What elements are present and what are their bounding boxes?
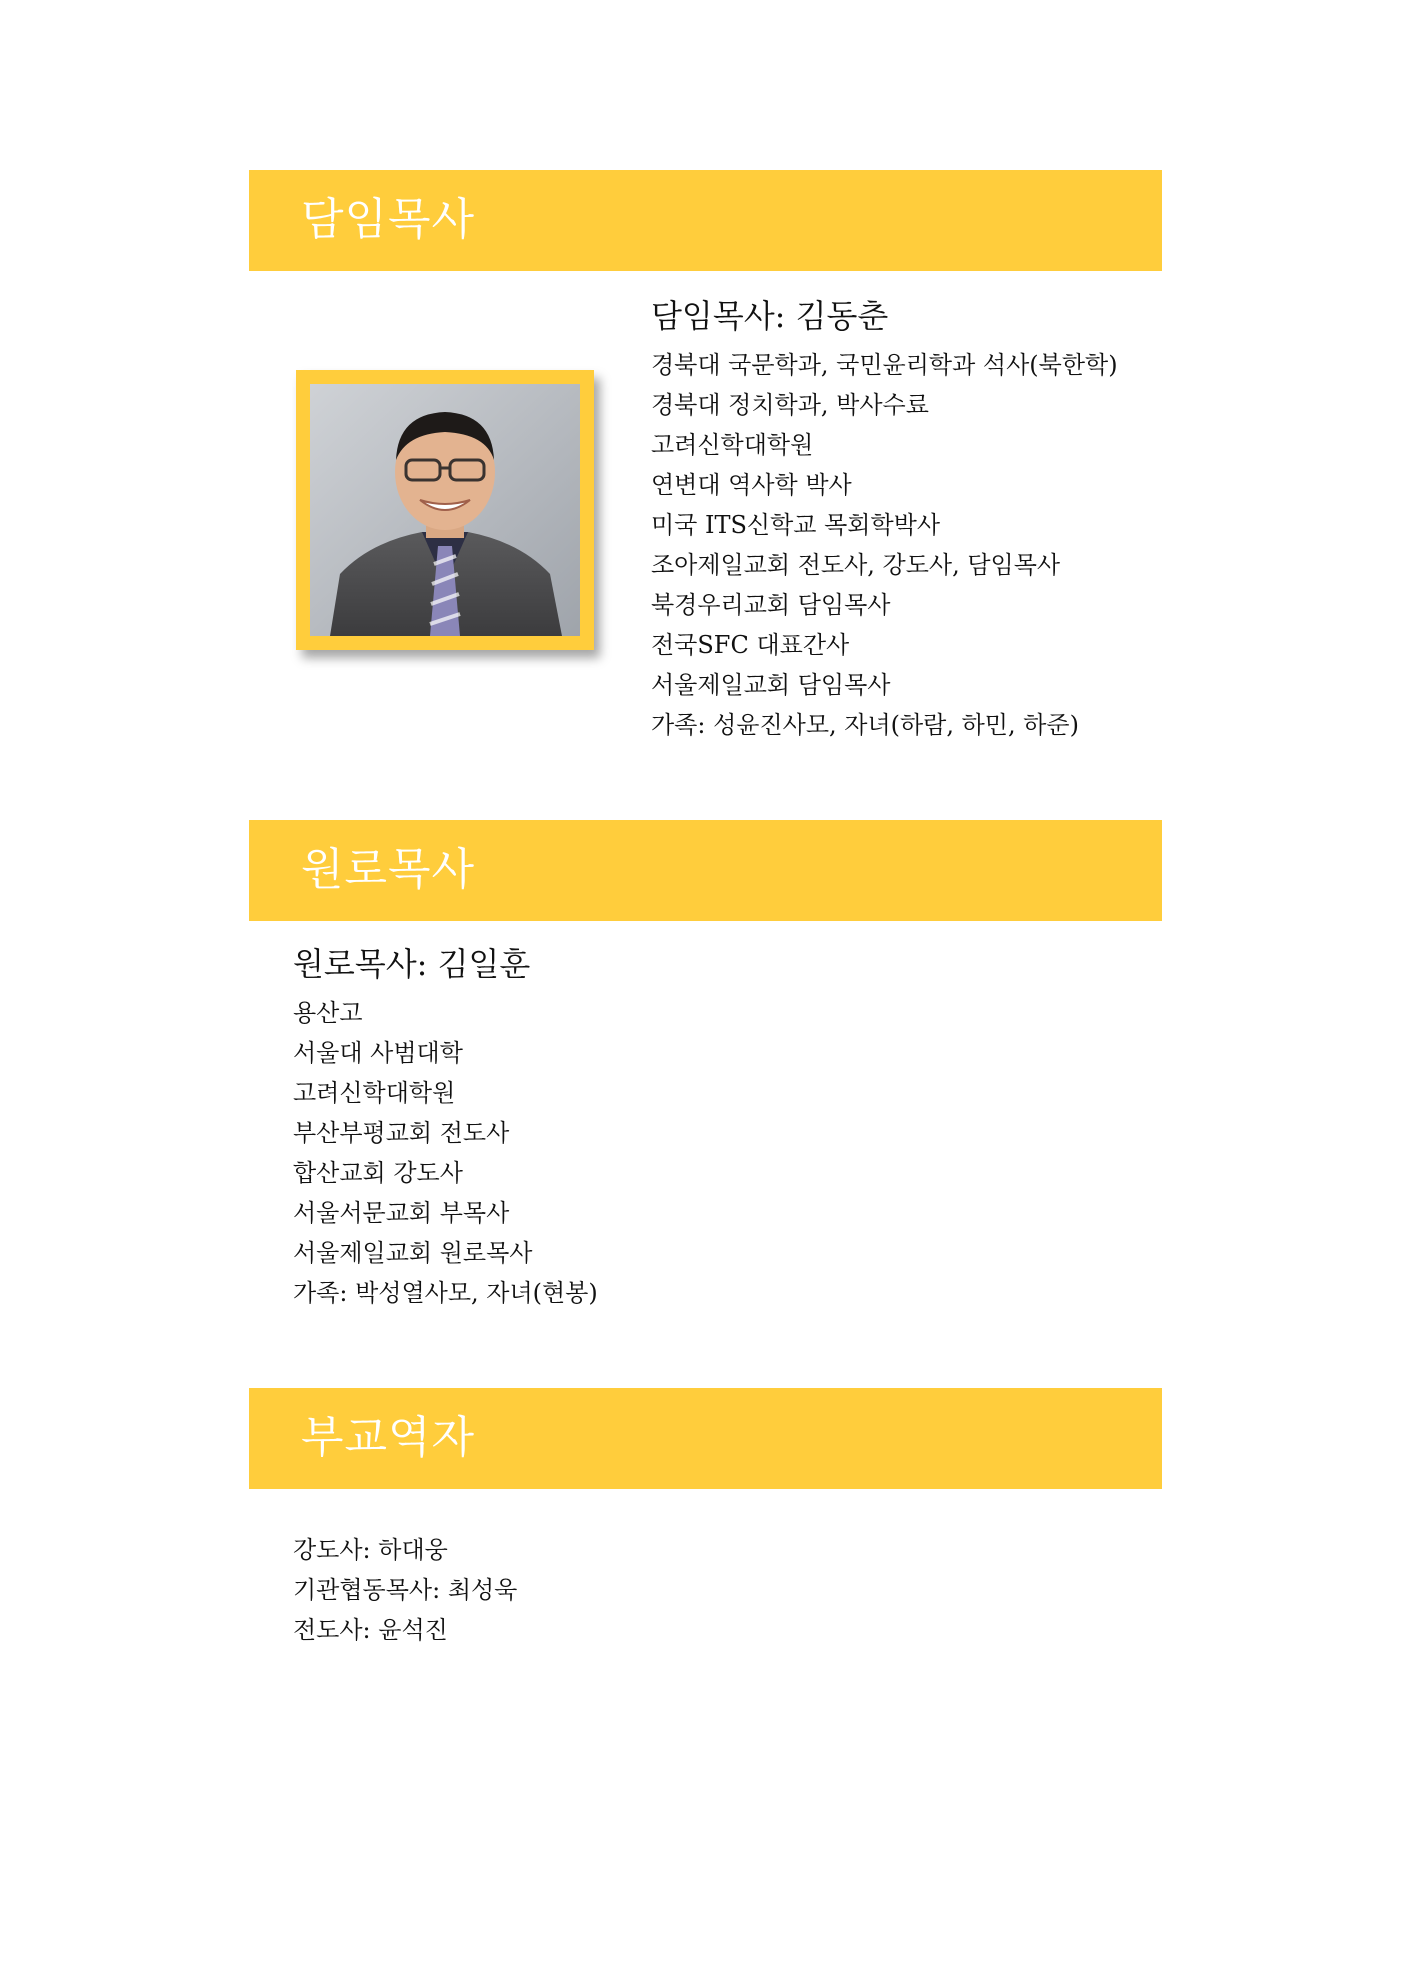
bio-item: 연변대 역사학 박사: [651, 471, 852, 499]
staff-item: 강도사: 하대웅: [293, 1536, 448, 1564]
bio-item: 북경우리교회 담임목사: [651, 591, 891, 619]
bio-item: 미국 ITS신학교 목회학박사: [651, 511, 941, 539]
bio-item: 용산고: [293, 999, 363, 1027]
senior-pastor-name: 담임목사: 김동춘: [651, 297, 889, 335]
bio-item: 고려신학대학원: [293, 1079, 456, 1107]
emeritus-pastor-bio-list: [293, 993, 598, 1313]
bio-item: 서울서문교회 부목사: [293, 1199, 510, 1227]
bio-item: 합산교회 강도사: [293, 1159, 463, 1187]
senior-pastor-bio-list: [651, 345, 1118, 745]
senior-pastor-banner: [249, 170, 1162, 271]
bio-item: 고려신학대학원: [651, 431, 814, 459]
senior-pastor-banner-title: 담임목사: [301, 194, 476, 245]
bio-item: 서울제일교회 원로목사: [293, 1239, 533, 1267]
bio-item: 경북대 국문학과, 국민윤리학과 석사(북한학): [651, 351, 1118, 379]
pastor-photo: [310, 384, 580, 636]
emeritus-pastor-name: 원로목사: 김일훈: [293, 945, 531, 983]
associate-staff-list: [293, 1530, 517, 1650]
staff-item: 기관협동목사: 최성욱: [293, 1576, 518, 1604]
pastor-photo-frame: [296, 370, 594, 650]
pastor-portrait-image: [310, 384, 580, 636]
emeritus-pastor-banner-title: 원로목사: [301, 844, 476, 895]
bio-item: 경북대 정치학과, 박사수료: [651, 391, 929, 419]
emeritus-pastor-banner: [249, 820, 1162, 921]
bio-item: 가족: 성윤진사모, 자녀(하람, 하민, 하준): [651, 711, 1079, 739]
associate-staff-banner: [249, 1388, 1162, 1489]
associate-staff-banner-title: 부교역자: [301, 1412, 476, 1463]
bio-item: 가족: 박성열사모, 자녀(현봉): [293, 1279, 598, 1307]
bio-item: 부산부평교회 전도사: [293, 1119, 510, 1147]
bio-item: 서울제일교회 담임목사: [651, 671, 891, 699]
bio-item: 전국SFC 대표간사: [651, 631, 850, 659]
bio-item: 서울대 사범대학: [293, 1039, 463, 1067]
bio-item: 조아제일교회 전도사, 강도사, 담임목사: [651, 551, 1061, 579]
staff-item: 전도사: 윤석진: [293, 1616, 448, 1644]
